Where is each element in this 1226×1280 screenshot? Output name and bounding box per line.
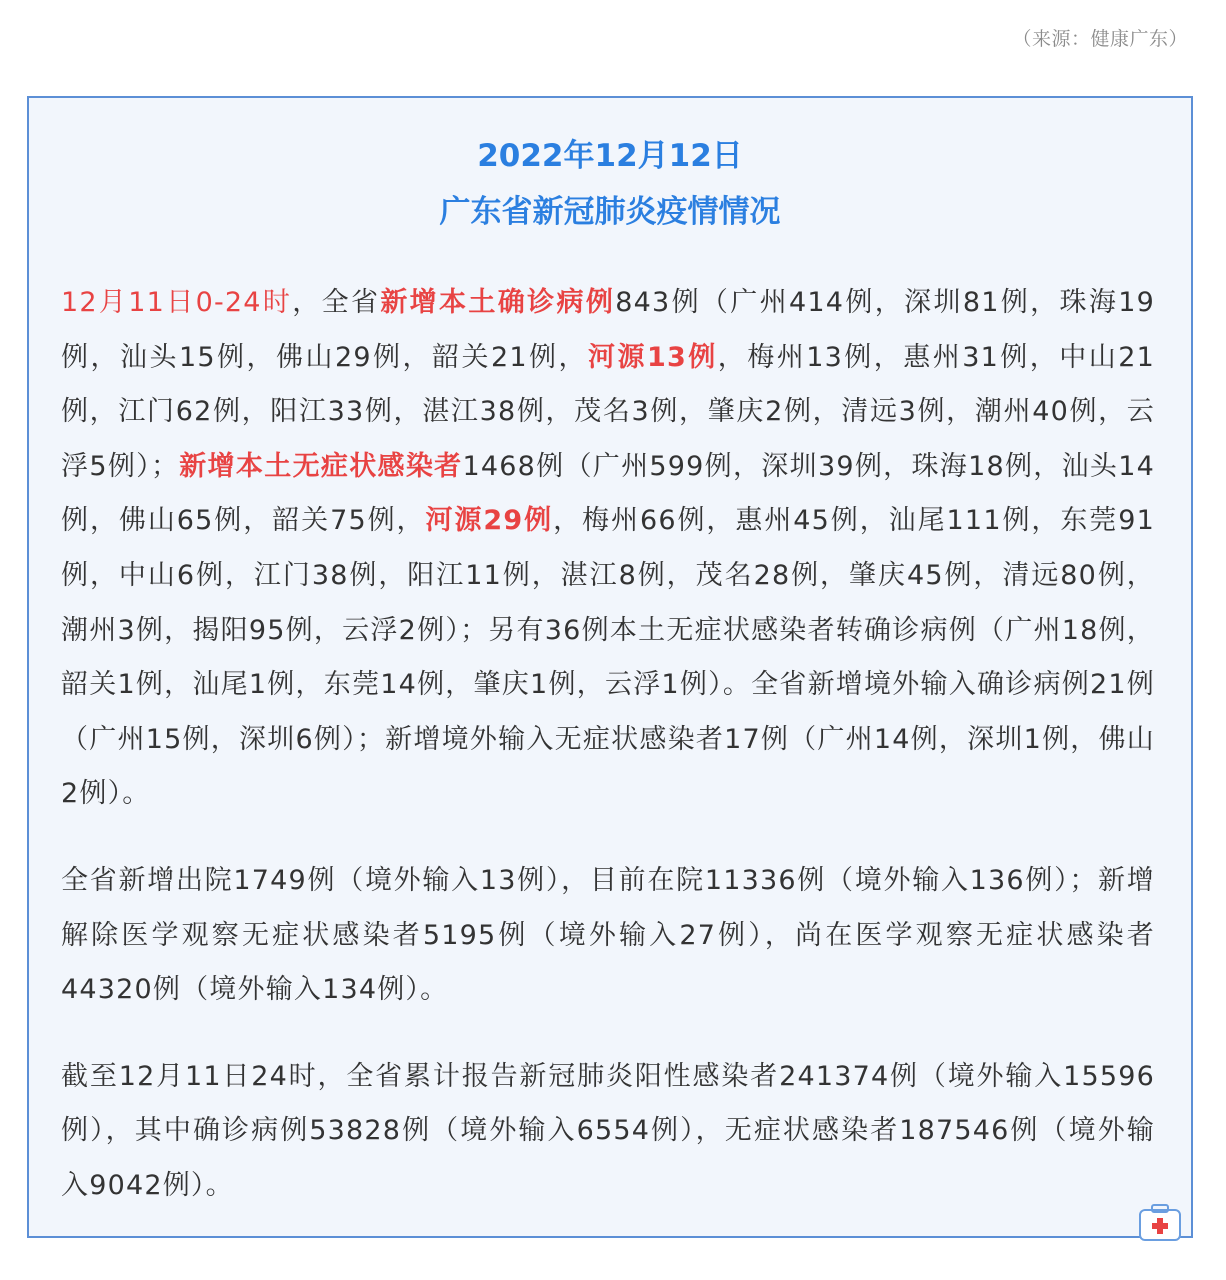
- text-run: 843例（广州414例，深圳81例，珠海19例，汕头15例，佛山29例，韶关21例，: [61, 287, 1155, 373]
- new-local-confirmed-label: 新增本土确诊病例: [380, 287, 616, 318]
- source-label: （来源：健康广东）: [1012, 28, 1188, 50]
- heyuan-confirmed: 河源13例: [588, 341, 718, 373]
- report-title: [29, 128, 1191, 240]
- paragraph-new-cases: [61, 276, 1155, 822]
- paragraph-cumulative: 截至12月11日24时，全省累计报告新冠肺炎阳性感染者241374例（境外输入15596例），其中确诊病例53828例（境外输入6554例），无症状感染者187546例（境外输入9042例）。: [61, 1060, 1155, 1201]
- new-local-asymptomatic-label: 新增本土无症状感染者: [179, 450, 463, 482]
- text-run: ，全省: [292, 287, 381, 318]
- heyuan-asymptomatic: 河源29例: [425, 505, 554, 537]
- report-body: [61, 276, 1155, 1246]
- text-run: ，梅州66例，惠州45例，汕尾111例，东莞91例，中山6例，江门38例，阳江11例，湛江8例，茂名28例，肇庆45例，清远80例，潮州3例，揭阳95例，云浮2例）；另有36例本土无症状感染者转确诊病例（广州18例，韶关1例，汕尾1例，东莞14例，肇庆1例，云浮1例）。全省新增境外输入确诊病例21例（广州15例，深圳6例）；新增境外输入无症状感染者17例（广州14例，深圳1例，佛山2例）。: [61, 505, 1155, 810]
- report-card: [27, 96, 1193, 1238]
- report-date: 2022年12月12日: [477, 138, 743, 174]
- paragraph-discharge: 全省新增出院1749例（境外输入13例），目前在院11336例（境外输入136例）；新增解除医学观察无症状感染者5195例（境外输入27例），尚在医学观察无症状感染者44320例（境外输入134例）。: [61, 864, 1155, 1006]
- report-heading: 广东省新冠肺炎疫情情况: [439, 194, 781, 230]
- text-run: 1468例（广州599例，深圳39例，珠海18例，汕头14例，佛山65例，韶关75例，: [61, 450, 1156, 537]
- time-range: 12月11日0-24时: [61, 287, 293, 318]
- medical-kit-icon: [1137, 1202, 1183, 1242]
- text-run: ，梅州13例，惠州31例，中山21例，江门62例，阳江33例，湛江38例，茂名3例，肇庆2例，清远3例，潮州40例，云浮5例）；: [61, 341, 1155, 482]
